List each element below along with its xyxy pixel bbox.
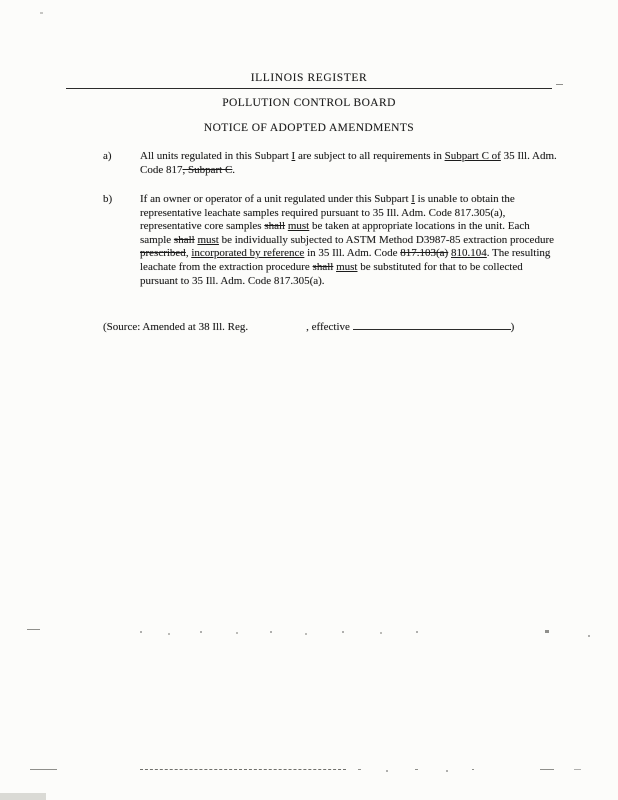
header-title: ILLINOIS REGISTER [250, 72, 368, 84]
scan-artifact [342, 631, 344, 633]
scan-artifact [574, 769, 581, 770]
scan-artifact [40, 12, 43, 14]
inserted-text: 810.104 [450, 247, 487, 260]
scan-artifact [556, 84, 563, 85]
deleted-text: shall [264, 220, 286, 233]
scan-artifact [415, 769, 418, 770]
source-blank-effective [353, 319, 511, 330]
body-text: . The resulting leachate from the extraction procedure [140, 247, 551, 273]
header-rule [66, 68, 552, 89]
deleted-text: shall [312, 260, 334, 273]
source-middle: , effective [306, 321, 350, 333]
scan-artifact [305, 633, 307, 635]
paragraph-b [103, 193, 558, 288]
scan-artifact [588, 635, 590, 637]
inserted-text: must [287, 220, 310, 233]
deleted-text: 817.103(a) [400, 247, 449, 260]
body-text: , [185, 247, 192, 260]
scan-artifact [446, 770, 448, 772]
body-text: be individually subjected to ASTM Method D3987-85 extraction procedure [218, 233, 554, 246]
body-text: be taken at appropriate locations in the unit. Each sample [140, 220, 530, 246]
body-text: . [232, 163, 236, 176]
scan-artifact [380, 632, 382, 634]
scan-artifact [545, 630, 549, 633]
scan-artifact [416, 631, 418, 633]
paragraph-a-text [140, 150, 558, 177]
scan-artifact [0, 793, 46, 800]
scan-artifact [140, 631, 142, 633]
paragraph-b-label: b) [103, 193, 113, 205]
scan-artifact [140, 769, 346, 770]
scan-artifact [200, 631, 202, 633]
scan-artifact [540, 769, 554, 770]
source-prefix: (Source: Amended at 38 Ill. Reg. [103, 321, 249, 333]
scan-artifact [386, 770, 388, 772]
body-text: 35 Ill. Adm. Code 817 [140, 150, 557, 176]
source-suffix: ) [510, 321, 515, 333]
body-text: be substituted for that to be collected pursuant to 35 Ill. Adm. Code 817.305(a). [140, 260, 523, 287]
scan-artifact [358, 769, 361, 770]
scan-artifact [472, 769, 474, 770]
inserted-text: must [197, 233, 219, 246]
scan-artifact [168, 633, 170, 635]
body-text: If an owner or operator of a unit regulated under this Subpart [140, 193, 412, 205]
scan-artifact [27, 629, 40, 630]
source-line [103, 319, 514, 333]
body-text: All units regulated in this Subpart [140, 150, 292, 162]
inserted-text: I [411, 193, 415, 205]
notice-title: NOTICE OF ADOPTED AMENDMENTS [203, 122, 415, 134]
scan-artifact [30, 769, 57, 770]
scan-artifact [270, 631, 272, 633]
org-title: POLLUTION CONTROL BOARD [222, 97, 396, 109]
body-text: in 35 Ill. Adm. Code [304, 247, 401, 260]
body-text: are subject to all requirements in [295, 150, 445, 162]
deleted-text: prescribed [140, 247, 186, 260]
scan-artifact [236, 632, 238, 634]
body-text: is unable to obtain the representative leachate samples required pursuant to 35 Ill. Adm. Code 817.305(a), representative core samples [140, 193, 515, 233]
inserted-text: Subpart C of [444, 150, 501, 162]
inserted-text: I [291, 150, 296, 162]
deleted-text: shall [173, 233, 195, 246]
paragraph-a-label: a) [103, 150, 112, 162]
inserted-text: incorporated by reference [191, 247, 305, 260]
paragraph-a [103, 150, 558, 177]
deleted-text: , Subpart C [182, 163, 233, 176]
inserted-text: must [336, 260, 358, 273]
paragraph-b-text [140, 193, 558, 288]
